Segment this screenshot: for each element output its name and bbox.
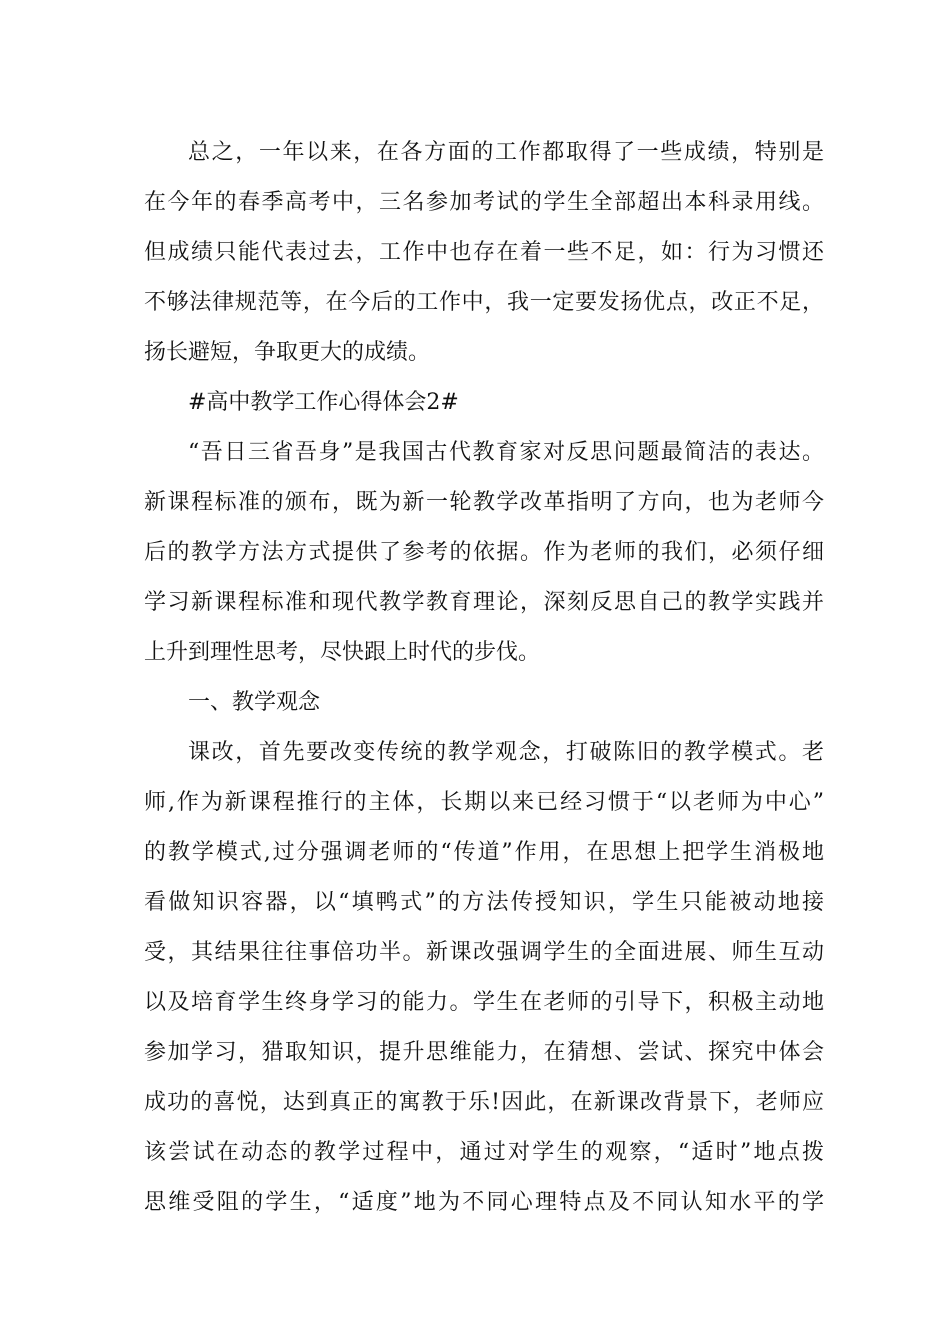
text-line: 成功的喜悦，达到真正的寓教于乐!因此，在新课改背景下，老师应 bbox=[144, 1090, 824, 1115]
text-line: 不够法律规范等，在今后的工作中，我一定要发扬优点，改正不足， bbox=[144, 290, 824, 315]
text-line: 该尝试在动态的教学过程中，通过对学生的观察，“适时”地点拨 bbox=[144, 1140, 824, 1165]
text-line: 思维受阻的学生，“适度”地为不同心理特点及不同认知水平的学 bbox=[144, 1190, 824, 1215]
text-line: 扬长避短，争取更大的成绩。 bbox=[144, 340, 431, 365]
subsection-heading: 一、教学观念 bbox=[188, 690, 321, 715]
section-heading: #高中教学工作心得体会2# bbox=[188, 390, 459, 415]
text-line: 课改，首先要改变传统的教学观念，打破陈旧的教学模式。老 bbox=[188, 740, 824, 765]
text-line: 但成绩只能代表过去，工作中也存在着一些不足，如：行为习惯还 bbox=[144, 240, 824, 265]
text-line: 以及培育学生终身学习的能力。学生在老师的引导下，积极主动地 bbox=[144, 990, 824, 1015]
text-line: 参加学习，猎取知识，提升思维能力，在猜想、尝试、探究中体会 bbox=[144, 1040, 824, 1065]
text-line: 新课程标准的颁布，既为新一轮教学改革指明了方向，也为老师今 bbox=[144, 490, 824, 515]
text-line: 总之，一年以来，在各方面的工作都取得了一些成绩，特别是 bbox=[188, 140, 824, 165]
text-line: 学习新课程标准和现代教学教育理论，深刻反思自己的教学实践并 bbox=[144, 590, 824, 615]
text-line: 在今年的春季高考中，三名参加考试的学生全部超出本科录用线。 bbox=[144, 190, 824, 215]
document-body bbox=[144, 128, 824, 1228]
text-line: 后的教学方法方式提供了参考的依据。作为老师的我们，必须仔细 bbox=[144, 540, 824, 565]
text-line: “吾日三省吾身”是我国古代教育家对反思问题最简洁的表达。 bbox=[188, 440, 824, 465]
text-line: 看做知识容器，以“填鸭式”的方法传授知识，学生只能被动地接 bbox=[144, 890, 824, 915]
text-line: 师,作为新课程推行的主体，长期以来已经习惯于“以老师为中心” bbox=[144, 790, 824, 815]
text-line: 受，其结果往往事倍功半。新课改强调学生的全面进展、师生互动 bbox=[144, 940, 824, 965]
text-line: 上升到理性思考，尽快跟上时代的步伐。 bbox=[144, 640, 541, 665]
text-line: 的教学模式,过分强调老师的“传道”作用，在思想上把学生消极地 bbox=[144, 840, 824, 865]
